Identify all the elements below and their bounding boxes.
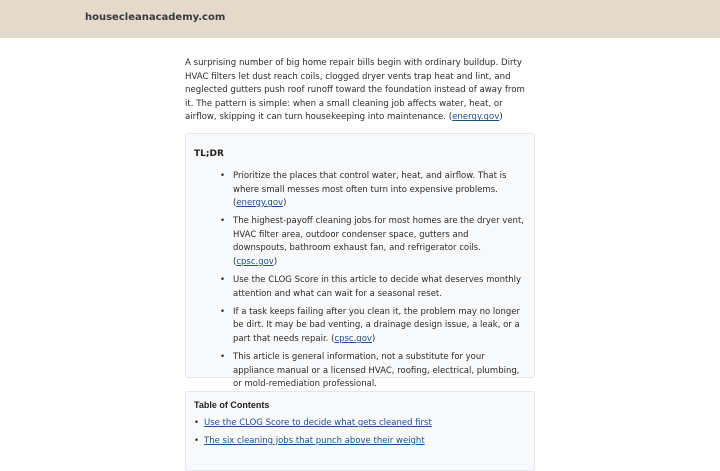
tldr-item <box>214 274 526 301</box>
toc-list <box>194 414 526 450</box>
toc-item <box>194 432 526 450</box>
bullet-icon: • <box>220 170 226 181</box>
bullet-icon: • <box>220 306 226 317</box>
bullet-icon: • <box>220 352 226 363</box>
tldr-item <box>214 306 526 347</box>
bullet-icon: • <box>220 275 226 286</box>
bullet-icon: • <box>220 216 226 227</box>
tldr-item-text: Prioritize the places that control water, heat, and airflow. That is where small messes most often turn into expensive problems. ( <box>233 170 507 209</box>
bullet-icon: • <box>194 435 200 446</box>
tldr-source-link[interactable]: cpsc.gov <box>236 257 274 268</box>
site-header <box>0 0 720 38</box>
toc-link-clog-score[interactable]: Use the CLOG Score to decide what gets cleaned first <box>204 417 432 428</box>
tldr-box <box>185 133 535 390</box>
tldr-item-text: Use the CLOG Score in this article to decide what deserves monthly attention and what can wait for a seasonal reset. <box>233 275 522 299</box>
tldr-source-link[interactable]: cpsc.gov <box>334 334 372 344</box>
toc-title: Table of Contents <box>194 399 270 410</box>
site-name-link[interactable]: housecleanacademy.com <box>85 12 226 23</box>
tldr-item <box>214 351 526 392</box>
intro-text: A surprising number of big home repair bills begin with ordinary buildup. Dirty HVAC filters let dust reach coils, clogged dryer vents trap heat and lint, and neglected gutters push roof runoff toward the foundation instead of away from it. The pattern is simple: when a small cleaning job affects water, heat, or airflow, skipping it can turn housekeeping into maintenance. ( <box>185 58 525 123</box>
tldr-item-after: ) <box>273 257 278 268</box>
tldr-item-after: ) <box>283 198 287 209</box>
toc-item <box>194 414 526 432</box>
tldr-item-after: ) <box>371 334 376 344</box>
tldr-item-text: If a task keeps failing after you clean it, the problem may no longer be dirt. It may be bad venting, a drainage design issue, a leak, or a part that needs repair. ( <box>233 306 520 344</box>
toc-link-six-jobs[interactable]: The six cleaning jobs that punch above their weight <box>204 435 425 446</box>
tldr-item-text: The highest-payoff cleaning jobs for most homes are the dryer vent, HVAC filter area, outdoor condenser space, gutters and downspouts, bathroom exhaust fan, and refrigerator coils. ( <box>233 216 524 268</box>
tldr-title: TL;DR <box>194 148 224 159</box>
intro-paragraph <box>185 57 535 125</box>
bullet-icon: • <box>194 417 200 428</box>
tldr-item-text: This article is general information, not a substitute for your appliance manual or a licensed HVAC, roofing, electrical, plumbing, or mold-remediation professional. <box>233 352 520 390</box>
tldr-list <box>214 170 526 392</box>
intro-source-link[interactable]: energy.gov <box>452 112 500 123</box>
intro-after: ) <box>499 112 503 123</box>
tldr-source-link[interactable]: energy.gov <box>236 198 284 209</box>
article <box>185 57 535 471</box>
tldr-item <box>214 170 526 211</box>
table-of-contents <box>185 391 535 471</box>
tldr-item <box>214 215 526 269</box>
